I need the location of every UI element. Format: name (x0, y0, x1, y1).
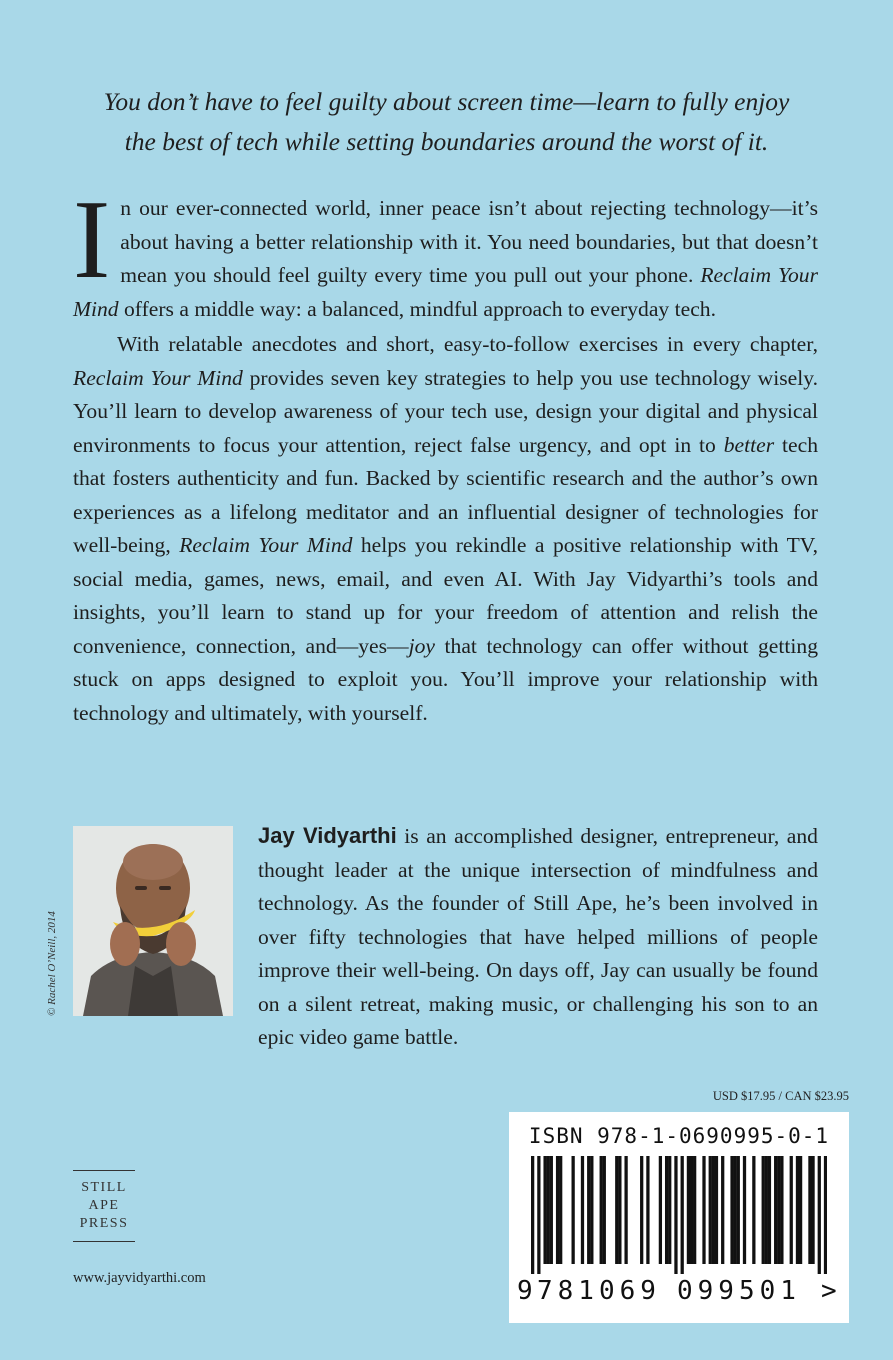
barcode-bar (587, 1156, 590, 1264)
publisher-logo-line-2: APE (88, 1198, 120, 1213)
book-title: Reclaim Your Mind (179, 533, 353, 557)
barcode-bar (808, 1156, 811, 1264)
tagline-line-1: You don’t have to feel guilty about screen time—learn to fully enjoy (103, 87, 790, 116)
description-paragraph-1 (73, 178, 819, 326)
author-portrait-image (73, 826, 233, 1016)
tagline-line-2: the best of tech while setting boundaries around the worst of it. (124, 127, 769, 156)
paragraph-text: n our ever-connected world, inner peace isn’t about rejecting technology—it’s about having a better relationship with it. You need boundaries, but that doesn’t mean you should feel guilty every time you pull out your phone. (120, 196, 818, 287)
barcode-bar (693, 1156, 696, 1264)
paragraph-text: tech that fosters authenticity and fun. Backed by scientific research and the author’s own experiences as a lifelong meditator and an influential designer of technologies for well-being, (73, 432, 818, 557)
author-name: Jay Vidyarthi (258, 823, 397, 848)
barcode-bar (790, 1156, 793, 1264)
barcode-bar (762, 1156, 765, 1264)
barcode-bar (690, 1156, 693, 1264)
barcode-bar (646, 1156, 649, 1264)
barcode-bar (780, 1156, 783, 1264)
barcode-bar (681, 1156, 684, 1274)
barcode-bar (768, 1156, 771, 1264)
book-title: Reclaim Your Mind (73, 263, 819, 321)
barcode-bar (547, 1156, 550, 1264)
barcode-bar (715, 1156, 718, 1264)
barcode-bar (615, 1156, 618, 1264)
barcode-bar (603, 1156, 606, 1264)
tagline (40, 82, 853, 162)
barcode-bar (765, 1156, 768, 1264)
barcode-bar (743, 1156, 746, 1264)
publisher-logo-line-1: STILL (81, 1180, 127, 1195)
barcode-bar (531, 1156, 534, 1274)
barcode-left-group: 781069 (537, 1276, 661, 1306)
barcode-bar (618, 1156, 621, 1264)
barcode-bar (550, 1156, 553, 1264)
paragraph-text: offers a middle way: a balanced, mindful approach to everyday tech. (118, 296, 716, 321)
emphasis: joy (408, 633, 436, 658)
barcode-bar (737, 1156, 740, 1264)
paragraph-text: With relatable anecdotes and short, easy-to-follow exercises in every chapter, (117, 332, 818, 356)
barcode-bar (818, 1156, 821, 1274)
drop-cap: I (73, 178, 111, 302)
author-bio-text: is an accomplished designer, entrepreneur, and thought leader at the unique intersection of mindfulness and technology. As the founder of Still Ape, he’s been involved in over fifty technologies that have helped millions of people improve their well-being. On days off, Jay can usually be found on a silent retreat, making music, or challenging his son to an epic video game battle. (258, 824, 818, 1049)
publisher-logo-line-3: PRESS (79, 1216, 129, 1231)
price: USD $17.95 / CAN $23.95 (712, 1089, 849, 1103)
isbn-label: ISBN 978-1-0690995-0-1 (528, 1124, 830, 1148)
barcode-bar (824, 1156, 827, 1274)
barcode-bar (709, 1156, 712, 1264)
barcode-bar (581, 1156, 584, 1264)
description-paragraph-2 (73, 328, 818, 730)
barcode-bar (752, 1156, 755, 1264)
barcode-bar (572, 1156, 575, 1264)
paragraph-text: provides seven key strategies to help you use technology wisely. You’ll learn to develop awareness of your tech use, design your digital and physical environments to focus your attention, reject false urgency, and opt in to (73, 365, 818, 457)
barcode-bar (774, 1156, 777, 1264)
author-photo (73, 826, 233, 1016)
website: www.jayvidyarthi.com (73, 1270, 206, 1286)
barcode-bar (687, 1156, 690, 1264)
barcode-bar (665, 1156, 668, 1264)
isbn-barcode (509, 1112, 849, 1323)
barcode-bar (668, 1156, 671, 1264)
barcode-bar (811, 1156, 814, 1264)
photo-credit: © Rachel O’Neill, 2014 (46, 911, 58, 1016)
barcode-bar (559, 1156, 562, 1264)
emphasis: better (723, 432, 775, 457)
barcode-bar (796, 1156, 799, 1264)
barcode-bar (640, 1156, 643, 1264)
barcode-bar (730, 1156, 733, 1264)
barcode-bar (624, 1156, 627, 1264)
author-bio (258, 819, 818, 1055)
paragraph-text: helps you rekindle a positive relationship with TV, social media, games, news, email, and even AI. With Jay Vidyarthi’s tools and insights, you’ll learn to stand up for your freedom of attention and relish the convenience, connection, and—yes— (73, 533, 819, 658)
barcode-bars (531, 1156, 827, 1274)
publisher-logo (73, 1170, 135, 1242)
barcode-bar (600, 1156, 603, 1264)
barcode-bar (702, 1156, 705, 1264)
barcode-bar (799, 1156, 802, 1264)
barcode-bar (543, 1156, 546, 1264)
book-title: Reclaim Your Mind (73, 365, 243, 390)
barcode-bar (712, 1156, 715, 1264)
barcode-lead-digit: 9 (517, 1276, 533, 1306)
paragraph-text: that technology can offer without getting stuck on apps designed to exploit you. You’ll improve your relationship with technology and ultimately, with yourself. (73, 633, 818, 725)
barcode-bar (674, 1156, 677, 1274)
barcode-bar (721, 1156, 724, 1264)
description (73, 178, 819, 730)
barcode-bar (777, 1156, 780, 1264)
barcode-bar (734, 1156, 737, 1264)
barcode-bar (556, 1156, 559, 1264)
barcode-right-group: 099501 (677, 1276, 801, 1306)
barcode-bar (659, 1156, 662, 1264)
barcode-bar (537, 1156, 540, 1274)
barcode-quiet-mark: > (821, 1276, 837, 1306)
barcode-bar (590, 1156, 593, 1264)
